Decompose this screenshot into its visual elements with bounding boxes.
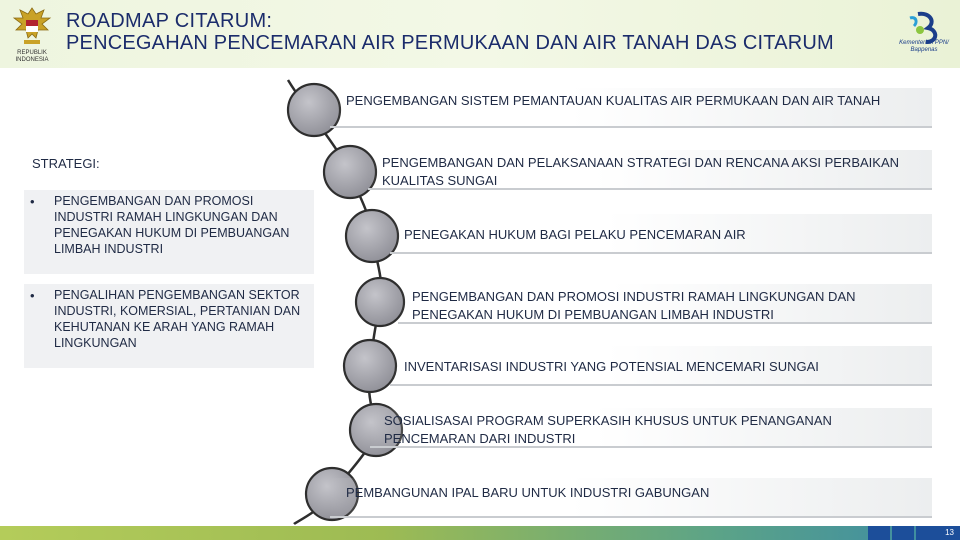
ministry-caption: Kementerian PPN/ Bappenas bbox=[899, 40, 949, 53]
strategy-item-text: PENGEMBANGAN DAN PROMOSI INDUSTRI RAMAH LINGKUNGAN DAN PENEGAKAN HUKUM DI PEMBUANGAN LIMBAH INDUSTRI bbox=[54, 194, 290, 256]
roadmap-step-text: PEMBANGUNAN IPAL BARU UNTUK INDUSTRI GABUNGAN bbox=[346, 485, 710, 500]
roadmap-step-text: INVENTARISASI INDUSTRI YANG POTENSIAL MENCEMARI SUNGAI bbox=[404, 359, 819, 374]
roadmap-step bbox=[398, 284, 932, 324]
roadmap-step bbox=[330, 88, 932, 128]
roadmap-step-text: PENGEMBANGAN DAN PROMOSI INDUSTRI RAMAH LINGKUNGAN DAN PENEGAKAN HUKUM DI PEMBUANGAN LIMBAH INDUSTRI bbox=[412, 289, 856, 322]
roadmap-step bbox=[370, 408, 932, 448]
roadmap-step bbox=[390, 214, 932, 254]
roadmap-step-text: PENGEMBANGAN DAN PELAKSANAAN STRATEGI DAN RENCANA AKSI PERBAIKAN KUALITAS SUNGAI bbox=[382, 155, 900, 188]
bullet-icon: • bbox=[30, 194, 35, 209]
bullet-icon: • bbox=[30, 288, 35, 303]
roadmap-step bbox=[330, 478, 932, 518]
page-subtitle: PENCEGAHAN PENCEMARAN AIR PERMUKAAN DAN AIR TANAH DAS CITARUM bbox=[66, 32, 834, 54]
strategy-item-text: PENGALIHAN PENGEMBANGAN SEKTOR INDUSTRI, KOMERSIAL, PERTANIAN DAN KEHUTANAN KE ARAH YANG RAMAH LINGKUNGAN bbox=[54, 288, 301, 350]
emblem-caption: REPUBLIK INDONESIA bbox=[15, 50, 49, 63]
roadmap-step-text: SOSIALISASAI PROGRAM SUPERKASIH KHUSUS UNTUK PENANGANAN PENCEMARAN DARI INDUSTRI bbox=[384, 413, 832, 446]
page-number: 13 bbox=[945, 528, 954, 537]
footer-band bbox=[0, 526, 960, 540]
page-title: ROADMAP CITARUM: bbox=[66, 10, 273, 32]
roadmap-step bbox=[390, 346, 932, 386]
timeline-node bbox=[356, 278, 404, 326]
strategy-label: STRATEGI: bbox=[32, 156, 100, 171]
timeline-node bbox=[344, 340, 396, 392]
roadmap-step-text: PENEGAKAN HUKUM BAGI PELAKU PENCEMARAN AIR bbox=[404, 227, 746, 242]
roadmap-step-text: PENGEMBANGAN SISTEM PEMANTAUAN KUALITAS AIR PERMUKAAN DAN AIR TANAH bbox=[346, 93, 881, 108]
roadmap-step bbox=[368, 150, 932, 190]
